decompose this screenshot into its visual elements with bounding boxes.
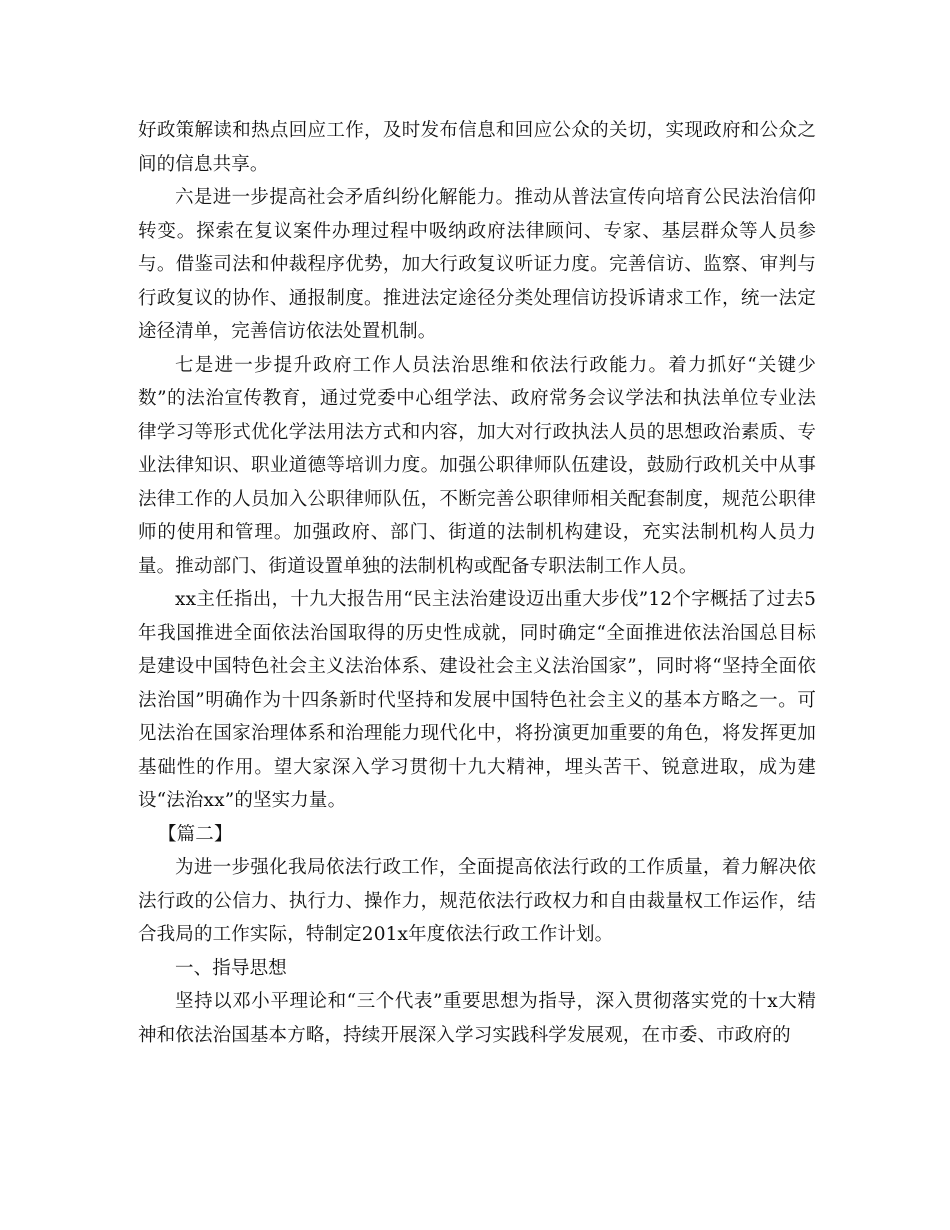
paragraph-item-seven: 七是进一步提升政府工作人员法治思维和依法行政能力。着力抓好“关键少数”的法治宣传教育，通过党委中心组学法、政府常务会议学法和执法单位专业法律学习等形式优化学法用法方式和内容，加大对行政执法人员的思想政治素质、专业法律知识、职业道德等培训力度。加强公职律师队伍建设，鼓励行政机关中从事法律工作的人员加入公职律师队伍，不断完善公职律师相关配套制度，规范公职律师的使用和管理。加强政府、部门、街道的法制机构建设，充实法制机构人员力量。推动部门、街道设置单独的法制机构或配备专职法制工作人员。 [138, 354, 816, 577]
paragraph-plan-intro: 为进一步强化我局依法行政工作，全面提高依法行政的工作质量，着力解决依法行政的公信力、执行力、操作力，规范依法行政权力和自由裁量权工作运作，结合我局的工作实际，特制定201x年度依法行政工作计划。 [138, 857, 816, 945]
subheading-guiding-ideology: 一、指导思想 [175, 957, 287, 979]
paragraph-continuation: 好政策解读和热点回应工作，及时发布信息和回应公众的关切，实现政府和公众之间的信息共享。 [138, 120, 816, 175]
paragraph-guiding-ideology: 坚持以邓小平理论和“三个代表”重要思想为指导，深入贯彻落实党的十x大精神和依法治国基本方略，持续开展深入学习实践科学发展观，在市委、市政府的 [138, 991, 816, 1046]
paragraph-item-six: 六是进一步提高社会矛盾纠纷化解能力。推动从普法宣传向培育公民法治信仰转变。探索在复议案件办理过程中吸纳政府法律顾问、专家、基层群众等人员参与。借鉴司法和仲裁程序优势，加大行政复议听证力度。完善信访、监察、审判与行政复议的协作、通报制度。推进法定途径分类处理信访投诉请求工作，统一法定途径清单，完善信访依法处置机制。 [138, 187, 816, 342]
section-heading-part-two: 【篇二】 [158, 823, 233, 845]
paragraph-director-remarks: xx主任指出，十九大报告用“民主法治建设迈出重大步伐”12个字概括了过去5年我国推进全面依法治国取得的历史性成就，同时确定“全面推进依法治国总目标是建设中国特色社会主义法治体系、建设社会主义法治国家”，同时将“坚持全面依法治国”明确作为十四条新时代坚持和发展中国特色社会主义的基本方略之一。可见法治在国家治理体系和治理能力现代化中，将扮演更加重要的角色，将发挥更加基础性的作用。望大家深入学习贯彻十九大精神，埋头苦干、锐意进取，成为建设“法治xx”的坚实力量。 [138, 589, 816, 811]
document-body [138, 114, 816, 1052]
